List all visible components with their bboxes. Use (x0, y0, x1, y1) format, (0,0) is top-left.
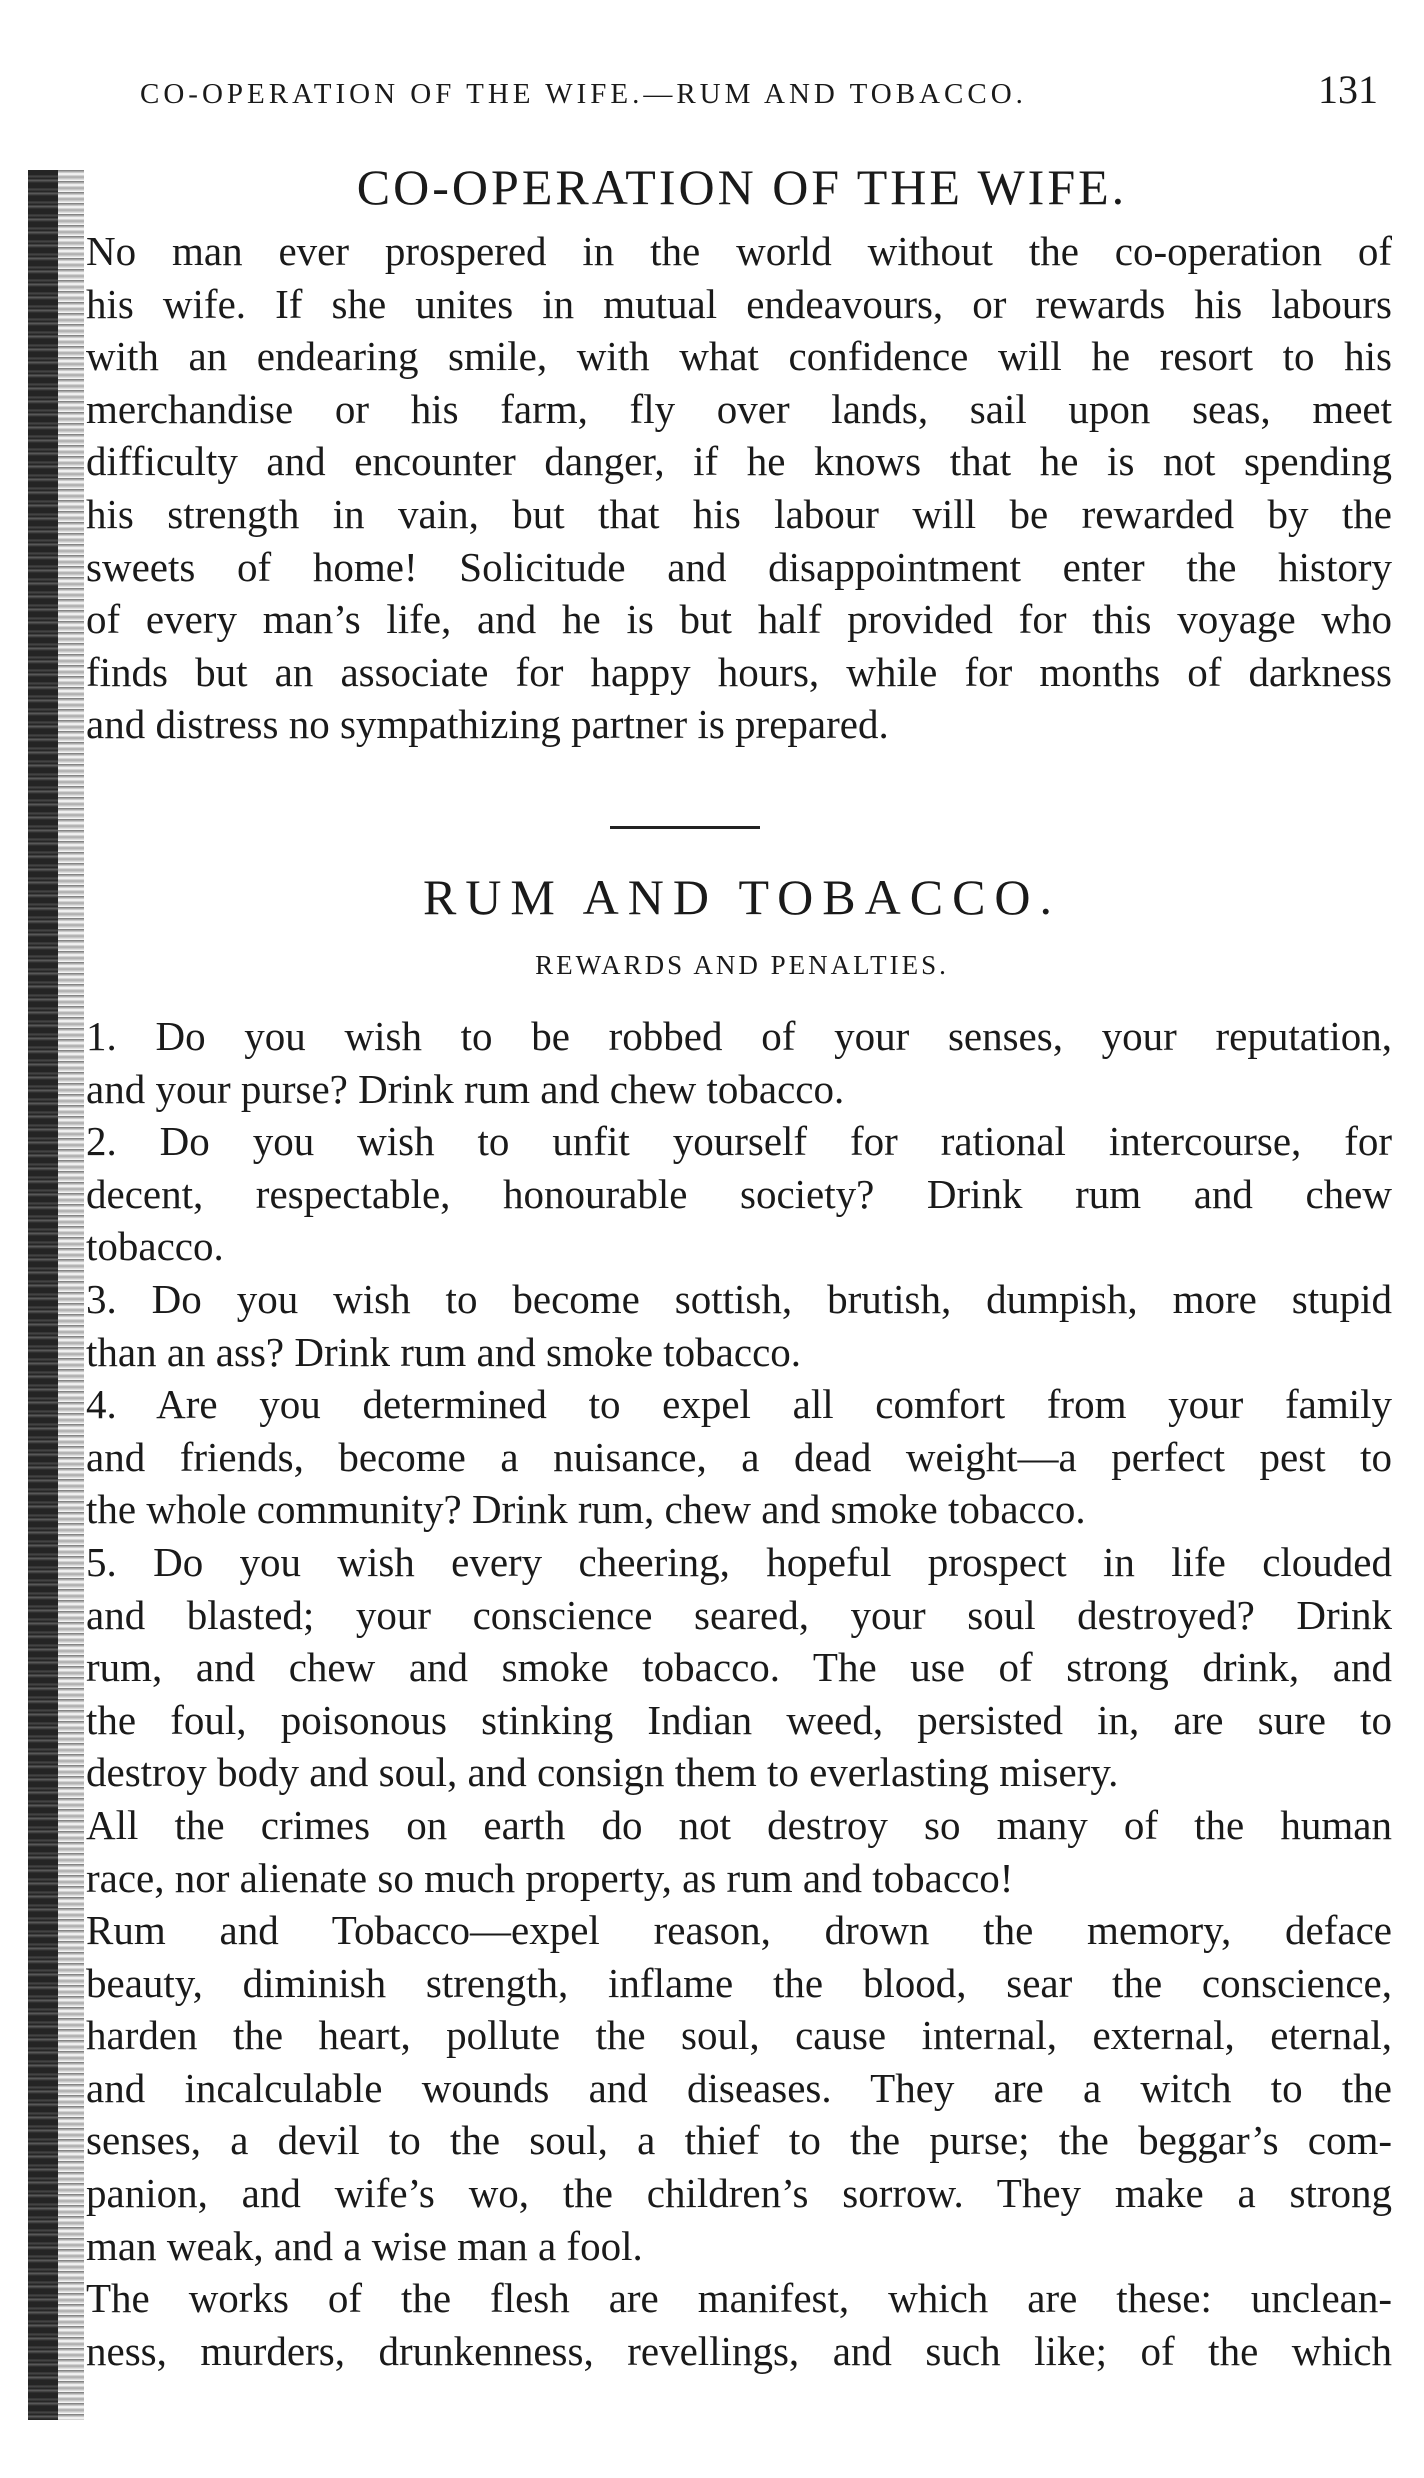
text-line: sweets of home! Solicitude and disappointment enter the history (86, 543, 1392, 590)
text-line: 4. Are you determined to expel all comfort from your family (86, 1381, 1392, 1428)
text-line: finds but an associate for happy hours, while for months of darkness (86, 648, 1392, 695)
section-divider (610, 826, 760, 829)
text-line: and distress no sympathizing partner is prepared. (86, 701, 889, 748)
text-line: and blasted; your conscience seared, your soul destroyed? Drink (86, 1591, 1392, 1638)
text-line: merchandise or his farm, fly over lands, sail upon seas, meet (86, 385, 1392, 432)
text-line: of every man’s life, and he is but half provided for this voyage who (86, 596, 1392, 643)
text-line: rum, and chew and smoke tobacco. The use of strong drink, and (86, 1644, 1392, 1691)
text-line: and your purse? Drink rum and chew tobacco. (86, 1065, 845, 1112)
text-line: his strength in vain, but that his labour will be rewarded by the (86, 490, 1392, 537)
section-subheading: REWARDS AND PENALTIES. (535, 950, 949, 980)
text-line: harden the heart, pollute the soul, cause internal, external, eternal, (86, 2012, 1392, 2059)
running-head (140, 66, 1390, 126)
section-heading-rum-tobacco: RUM AND TOBACCO. (422, 869, 1062, 925)
text-line: ness, murders, drunkenness, revellings, and such like; of the which (86, 2327, 1392, 2374)
binding-edge-fringe (58, 170, 84, 2420)
binding-shadow (28, 170, 58, 2420)
text-line: senses, a devil to the soul, a thief to the purse; the beggar’s com- (86, 2117, 1392, 2164)
text-line: 2. Do you wish to unfit yourself for rational intercourse, for (86, 1118, 1392, 1165)
text-line: and friends, become a nuisance, a dead weight—a perfect pest to (86, 1433, 1392, 1480)
text-line: difficulty and encounter danger, if he knows that he is not spending (86, 438, 1392, 485)
text-line: tobacco. (86, 1223, 224, 1270)
text-line: 3. Do you wish to become sottish, brutish, dumpish, more stupid (86, 1275, 1392, 1322)
text-line: No man ever prospered in the world without the co-operation of (86, 228, 1392, 274)
page-number: 131 (1318, 67, 1378, 112)
text-line: his wife. If she unites in mutual endeavours, or rewards his labours (86, 280, 1392, 327)
text-line: 1. Do you wish to be robbed of your senses, your reputation, (86, 1013, 1392, 1059)
running-title: CO-OPERATION OF THE WIFE.—RUM AND TOBACCO. (140, 78, 1027, 110)
paragraph-rum-tobacco (86, 1010, 1392, 2377)
text-line: than an ass? Drink rum and smoke tobacco. (86, 1328, 802, 1375)
text-line: 5. Do you wish every cheering, hopeful prospect in life clouded (86, 1538, 1392, 1585)
text-line: decent, respectable, honourable society? Drink rum and chew (86, 1170, 1392, 1217)
text-line: The works of the flesh are manifest, which are these: unclean- (86, 2275, 1392, 2322)
text-line: the whole community? Drink rum, chew and smoke tobacco. (86, 1486, 1086, 1533)
paragraph-cooperation (86, 225, 1392, 751)
text-line: race, nor alienate so much property, as rum and tobacco! (86, 1854, 1014, 1901)
text-line: beauty, diminish strength, inflame the blood, sear the conscience, (86, 1959, 1392, 2006)
text-line: with an endearing smile, with what confidence will he resort to his (86, 333, 1392, 380)
text-line: destroy body and soul, and consign them to everlasting misery. (86, 1749, 1119, 1796)
text-line: and incalculable wounds and diseases. They are a witch to the (86, 2064, 1392, 2111)
section-heading-cooperation: CO-OPERATION OF THE WIFE. (356, 159, 1128, 215)
text-line: panion, and wife’s wo, the children’s sorrow. They make a strong (86, 2170, 1392, 2217)
text-line: Rum and Tobacco—expel reason, drown the memory, deface (86, 1907, 1392, 1954)
text-line: the foul, poisonous stinking Indian weed, persisted in, are sure to (86, 1696, 1392, 1743)
text-line: man weak, and a wise man a fool. (86, 2222, 643, 2269)
text-line: All the crimes on earth do not destroy so many of the human (86, 1801, 1392, 1848)
